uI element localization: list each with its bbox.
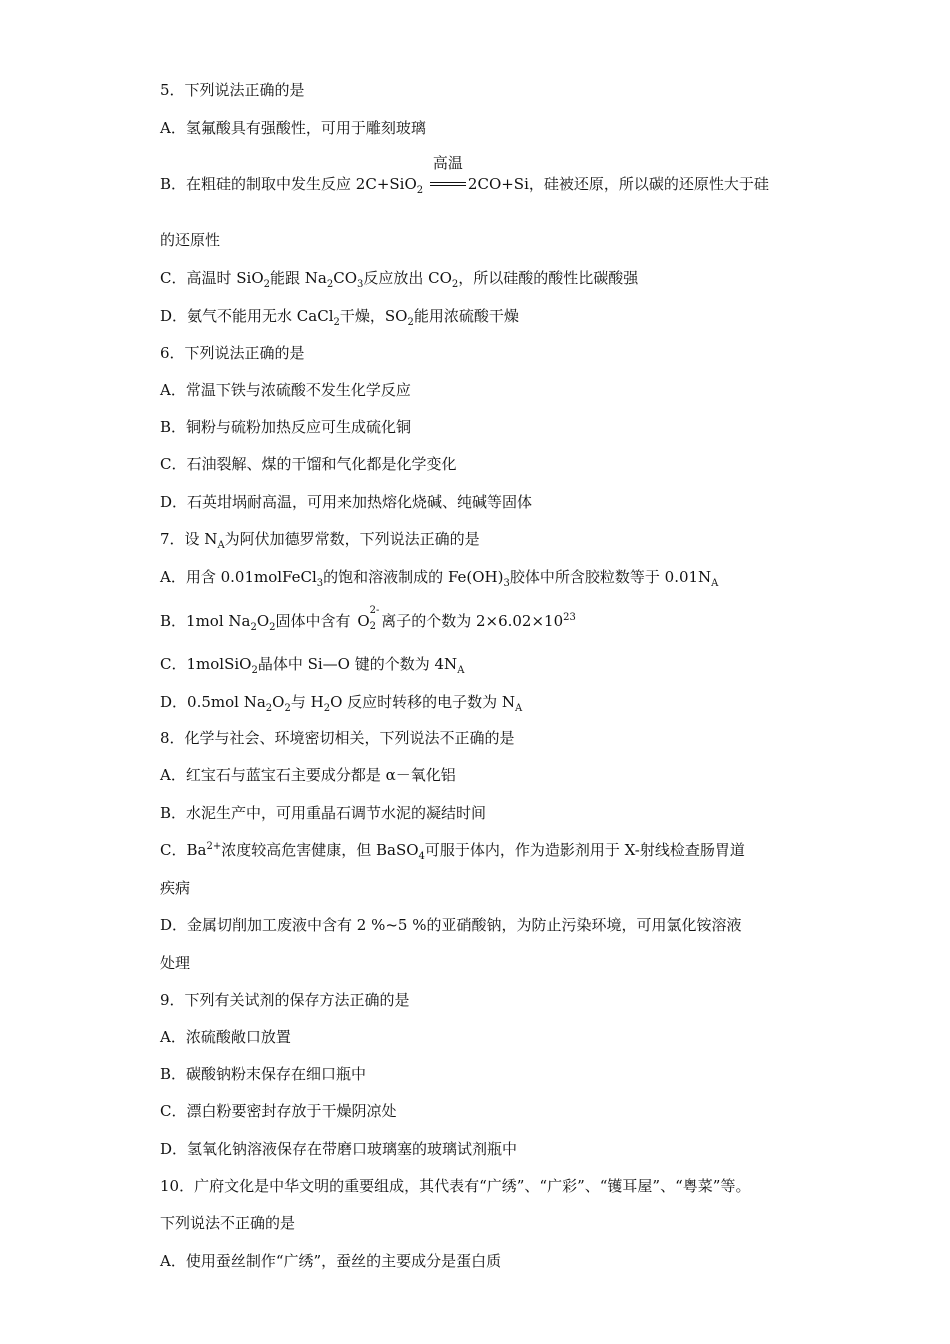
q7-stem: 7．设 $N_A$为阿伏加德罗常数，下列说法正确的是	[160, 530, 480, 551]
q10-option-a: A．使用蚕丝制作“广绣”，蚕丝的主要成分是蛋白质	[160, 1252, 502, 1270]
q7-option-a: A．用含 0.01molFeCl$_3$的饱和溶液制成的 $Fe(OH)_3$胶体中所含胶粒数等于 $0.01N_A$	[160, 568, 719, 589]
q7-option-c: C．1molSiO$_2$晶体中 Si—O 键的个数为 $4N_A$	[160, 655, 465, 676]
q7-option-d: D．0.5mol $Na_2O_2$与 $H_2O$ 反应时转移的电子数为 $N_A$	[160, 693, 523, 714]
q6-option-d: D．石英坩埚耐高温，可用来加热熔化烧碱、纯碱等固体	[160, 493, 533, 511]
q6-stem: 6．下列说法正确的是	[160, 344, 305, 362]
q8-option-b: B．水泥生产中，可用重晶石调节水泥的凝结时间	[160, 804, 487, 822]
q8-option-a: A．红宝石与蓝宝石主要成分都是 α－氧化铝	[160, 766, 456, 784]
q5-option-a: A．氢氟酸具有强酸性，可用于雕刻玻璃	[160, 119, 426, 137]
q6-option-b: B．铜粉与硫粉加热反应可生成硫化铜	[160, 418, 412, 436]
q8-option-d: D．金属切削加工废液中含有 2 %~5 %的亚硝酸钠，为防止污染环境，可用氯化铵溶液	[160, 916, 742, 934]
q9-option-c: C．漂白粉要密封存放于干燥阴凉处	[160, 1102, 397, 1120]
q10-stem: 10．广府文化是中华文明的重要组成，其代表有“广绣”、“广彩”、“镬耳屋”、“粤菜”等。	[160, 1177, 751, 1195]
q5-option-b-text: 2CO+Si，硅被还原，所以碳的还原性大于硅	[467, 175, 769, 193]
q6-option-c: C．石油裂解、煤的干馏和气化都是化学变化	[160, 455, 457, 473]
q5-option-d: D．氨气不能用无水 CaCl$_2$干燥，$SO_2$能用浓硫酸干燥	[160, 307, 519, 328]
q5-option-c: C．高温时 SiO$_2$能跟 $Na_2CO_3$反应放出 $CO_2$，所以硅酸的酸性比碳酸强	[160, 269, 639, 290]
q5-option-b	[160, 154, 769, 196]
q9-option-b: B．碳酸钠粉末保存在细口瓶中	[160, 1065, 367, 1083]
q5-option-b-continued: 的还原性	[160, 231, 221, 249]
q9-stem: 9．下列有关试剂的保存方法正确的是	[160, 991, 410, 1009]
q8-option-c-continued: 疾病	[160, 879, 191, 897]
q9-option-a: A．浓硫酸敞口放置	[160, 1028, 291, 1046]
q10-stem-continued: 下列说法不正确的是	[160, 1214, 296, 1232]
q5-stem: 5．下列说法正确的是	[160, 81, 305, 99]
reaction-condition: 高温	[432, 154, 463, 172]
peroxide-ion: O 2- 2	[357, 605, 380, 632]
q9-option-d: D．氢氧化钠溶液保存在带磨口玻璃塞的玻璃试剂瓶中	[160, 1140, 518, 1158]
subscript: 2	[416, 185, 424, 196]
q8-stem: 8．化学与社会、环境密切相关，下列说法不正确的是	[160, 729, 515, 747]
reaction-arrow	[429, 154, 467, 194]
q5-option-b-text: B．在粗硅的制取中发生反应 2C+SiO	[160, 175, 417, 193]
q8-option-d-continued: 处理	[160, 954, 191, 972]
q7-option-b: B．1mol $Na_2O_2$固体中含有 O 2- 2 离子的个数为 $2\times 6.02\times 10^{23}$	[160, 605, 576, 633]
q8-option-c: C．$Ba^{2+}$浓度较高危害健康，但 BaSO$_4$可服于体内，作为造影剂用于 X-射线检查肠胃道	[160, 841, 745, 862]
q6-option-a: A．常温下铁与浓硫酸不发生化学反应	[160, 381, 411, 399]
